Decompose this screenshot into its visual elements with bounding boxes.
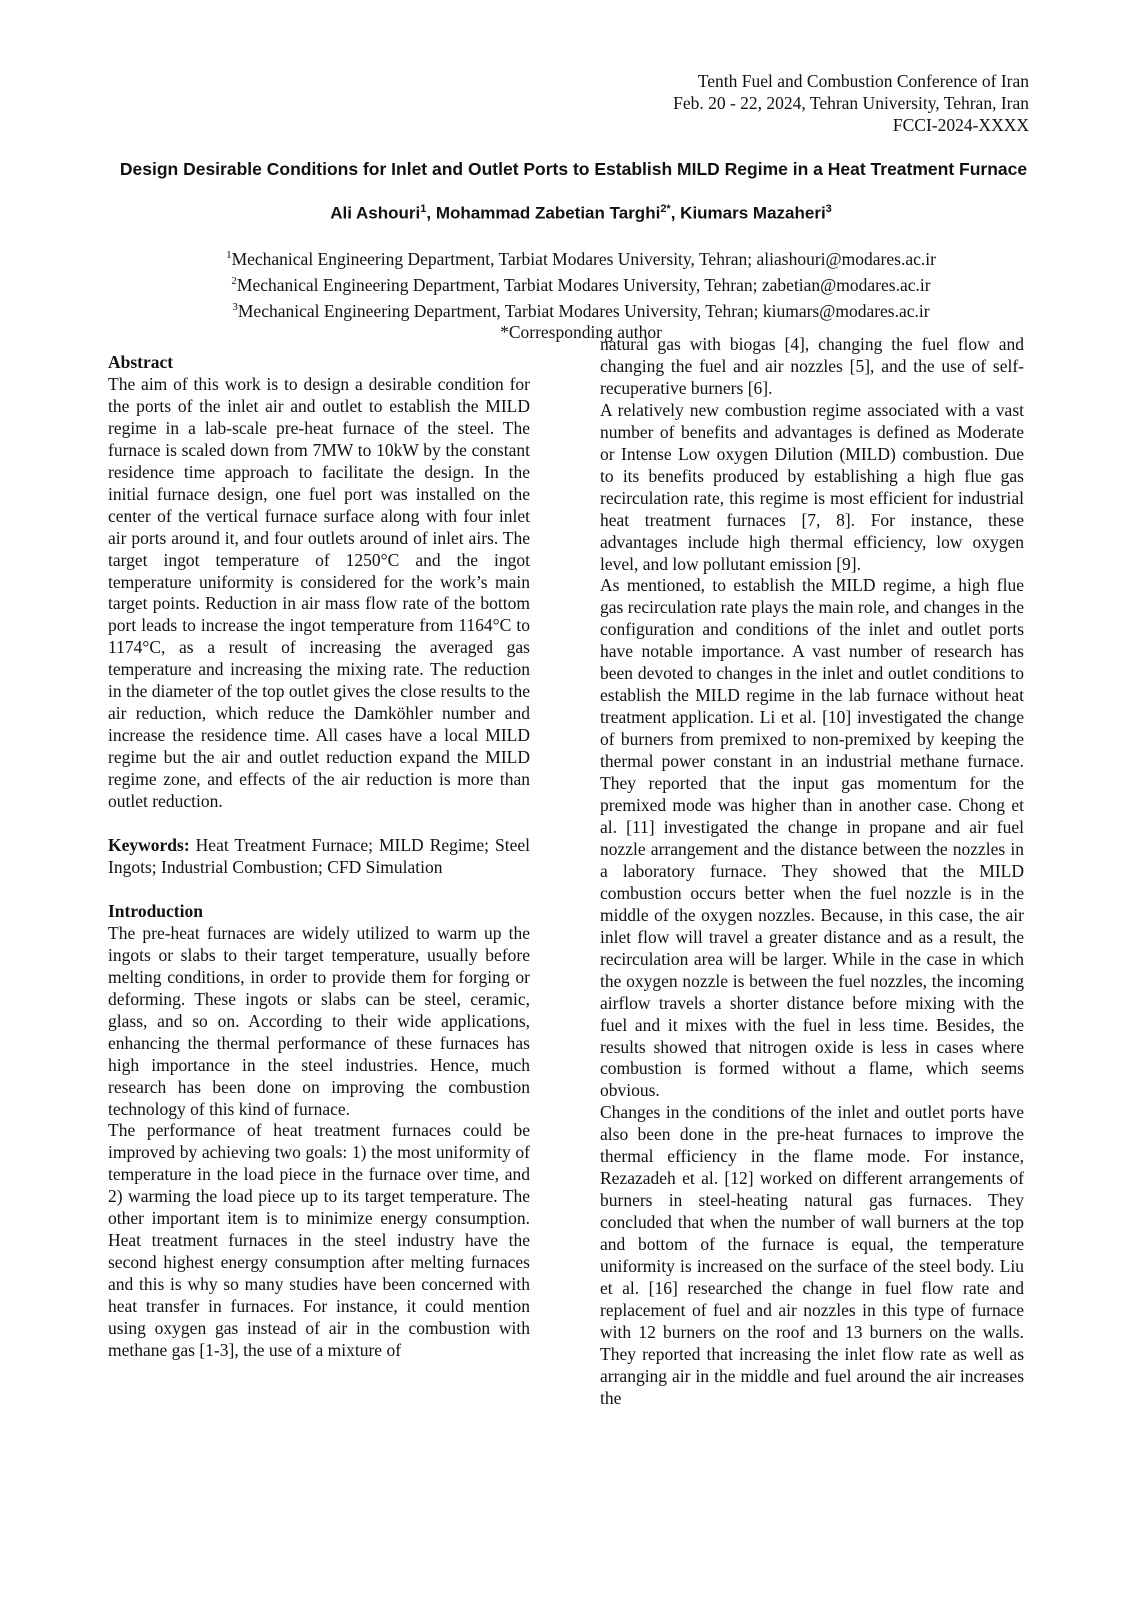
left-column — [108, 352, 530, 1362]
author-name: Ali Ashouri — [330, 203, 421, 223]
affiliation-line — [30, 296, 1132, 322]
author-name: Mohammad Zabetian Targhi — [435, 203, 661, 223]
conference-name: Tenth Fuel and Combustion Conference of Iran — [697, 71, 1029, 91]
introduction-paragraph: The pre-heat furnaces are widely utilized to warm up the ingots or slabs to their target temperature, usually before melting conditions, in order to provide them for forging or deforming. These ingots or slabs can be steel, ceramic, glass, and so on. According to their wide applications, enhancing the thermal performance of these furnaces has high importance in the steel industries. Hence, much research has been done on improving the combustion technology of this kind of furnace. — [108, 922, 530, 1119]
right-column — [600, 334, 1024, 1410]
keywords-label: Keywords: — [108, 835, 190, 856]
corresponding-author-note: *Corresponding author — [500, 322, 662, 343]
affiliation-text: Mechanical Engineering Department, Tarbiat Modares University, Tehran; kiumars@modares.ac.ir — [237, 300, 930, 321]
affiliations — [0, 244, 1132, 343]
body-paragraph: A relatively new combustion regime associated with a vast number of benefits and advantages is defined as Moderate or Intense Low oxygen Dilution (MILD) combustion. Due to its benefits produced by establishing a high flue gas recirculation rate, this regime is most efficient for industrial heat treatment furnaces [7, 8]. For instance, these advantages include high thermal efficiency, low oxygen level, and low pollutant emission [9]. — [600, 399, 1024, 574]
author-list: Ali Ashouri$^1$, Mohammad Zabetian Targhi$^{2*}$, Kiumars Mazaheri$^3$ — [330, 203, 832, 223]
keywords — [108, 835, 530, 879]
body-paragraph: As mentioned, to establish the MILD regime, a high flue gas recirculation rate plays the main role, and changes in the configuration and conditions of the inlet and outlet ports have notable importance. A vast number of research has been devoted to changes in the inlet and outlet conditions to establish the MILD regime in the lab furnace without heat treatment application. Li et al. [10] investigated the change of burners from premixed to non-premixed by keeping the thermal power constant in an industrial methane furnace. They reported that the input gas momentum for the premixed mode was higher than in another case. Chong et al. [11] investigated the change in propane and air fuel nozzle arrangement and the distance between the nozzles in a laboratory furnace. They showed that the MILD combustion occurs better when the fuel nozzle is in the middle of the oxygen nozzles. Because, in this case, the air inlet flow will travel a greater distance and as a result, the recirculation area will be larger. While in the case in which the oxygen nozzle is between the fuel nozzles, the incoming airflow travels a shorter distance before mixing with the fuel and it mixes with the fuel in less time. Besides, the results showed that nitrogen oxide is less in cases where combustion is formed without a flame, which seems obvious. — [600, 575, 1024, 1101]
abstract-heading: Abstract — [108, 352, 174, 372]
author-name: Kiumars Mazaheri — [680, 203, 826, 223]
body-paragraph: natural gas with biogas [4], changing the fuel flow and changing the fuel and air nozzles [5], and the use of self-recuperative burners [6]. — [600, 334, 1024, 398]
affiliation-marker: 2 — [231, 274, 237, 287]
conference-dates: Feb. 20 - 22, 2024, Tehran University, Tehran, Iran — [673, 93, 1029, 113]
abstract-text: The aim of this work is to design a desirable condition for the ports of the inlet air and outlet to establish the MILD regime in a lab-scale pre-heat furnace of the steel. The furnace is scaled down from 7MW to 10kW by the constant residence time approach to facilitate the design. In the initial furnace design, one fuel port was installed on the center of the vertical furnace surface along with four inlet air ports around it, and four outlets around of inlet airs. The target ingot temperature of 1250°C and the ingot temperature uniformity is considered for the work’s main target points. Reduction in air mass flow rate of the bottom port leads to increase the ingot temperature from 1164°C to 1174°C, as a result of increasing the averaged gas temperature and increasing the mixing rate. The reduction in the diameter of the top outlet gives the close results to the air reduction, which reduce the Damköhler number and increase the residence time. All cases have a local MILD regime but the air and outlet reduction expand the MILD regime zone, and effects of the air reduction is more than outlet reduction. — [108, 373, 530, 812]
affiliation-line — [30, 270, 1132, 296]
introduction-paragraph: The performance of heat treatment furnaces could be improved by achieving two goals: 1) the most uniformity of temperature in the load piece in the furnace over time, and 2) warming the load piece up to its target temperature. The other important item is to minimize energy consumption. Heat treatment furnaces in the steel industry have the second highest energy consumption after melting furnaces and this is why so many studies have been concerned with heat transfer in furnaces. For instance, it could mention using oxygen gas instead of air in the combustion with methane gas [1-3], the use of a mixture of — [108, 1120, 530, 1360]
keywords-text: Heat Treatment Furnace; MILD Regime; Steel Ingots; Industrial Combustion; CFD Simulation — [108, 835, 530, 877]
body-paragraph: Changes in the conditions of the inlet and outlet ports have also been done in the pre-heat furnaces to improve the thermal efficiency in the flame mode. For instance, Rezazadeh et al. [12] worked on different arrangements of burners in steel-heating natural gas furnaces. They concluded that when the number of wall burners at the top and bottom of the furnace is equal, the temperature uniformity is increased on the surface of the steel body. Liu et al. [16] researched the change in fuel flow rate and replacement of fuel and air nozzles in this type of furnace with 12 burners on the roof and 13 burners on the walls. They reported that increasing the inlet flow rate as well as arranging air in the middle and fuel around the air increases the — [600, 1102, 1024, 1408]
affiliation-marker: 3 — [232, 300, 238, 313]
affiliation-text: Mechanical Engineering Department, Tarbiat Modares University, Tehran; aliashouri@modares.ac.ir — [231, 248, 936, 269]
author-affiliation-marker: 2* — [660, 203, 671, 215]
affiliation-line — [30, 244, 1132, 270]
affiliation-text: Mechanical Engineering Department, Tarbiat Modares University, Tehran; zabetian@modares.ac.ir — [236, 274, 931, 295]
author-affiliation-marker: 1 — [420, 203, 427, 215]
paper-id: FCCI-2024-XXXX — [892, 115, 1029, 135]
paper-title: Design Desirable Conditions for Inlet and Outlet Ports to Establish MILD Regime in a Heat Treatment Furnace — [119, 159, 1028, 179]
affiliation-marker: 1 — [226, 249, 232, 261]
conference-header — [673, 70, 1029, 136]
introduction-heading: Introduction — [108, 900, 203, 921]
author-affiliation-marker: 3 — [825, 203, 832, 215]
